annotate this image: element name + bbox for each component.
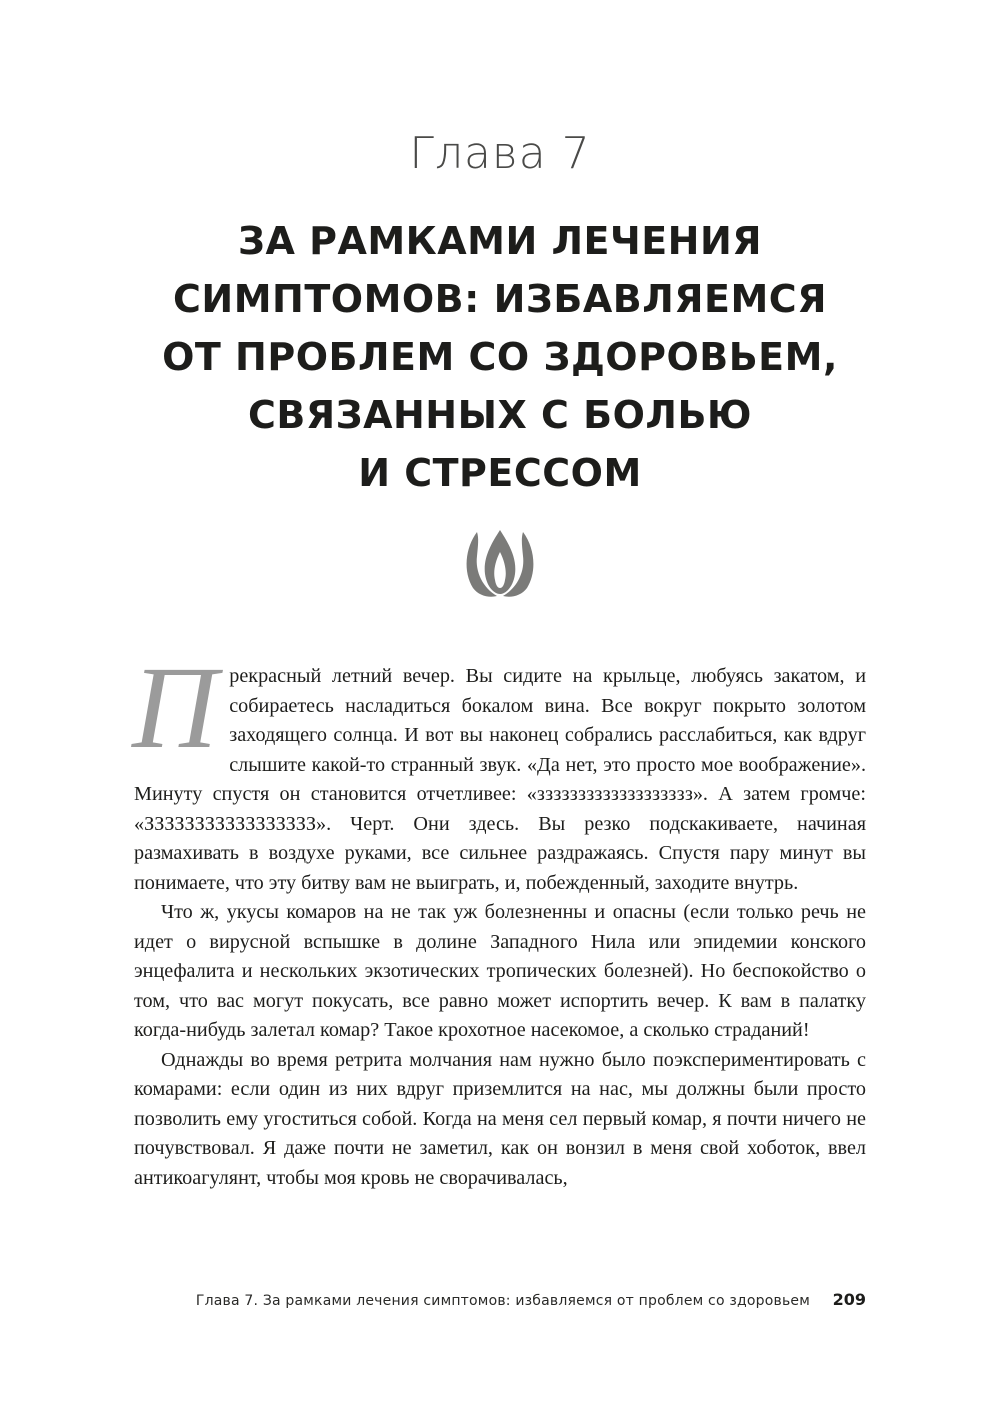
lotus-flame-icon [463,528,537,598]
paragraph: Однажды во время ретрита молчания нам нужно было поэкспериментировать с комарами: если один из них вдруг приземлится на нас, мы должны были просто позволить ему угоститься собой. Когда на меня сел первый комар, я почти ничего не почувствовал. Я даже почти не заметил, как он вонзил в меня свой хоботок, ввел антикоагулянт, чтобы моя кровь не сворачивалась, [134,1048,866,1189]
page-number: 209 [832,1290,866,1309]
paragraph: Что ж, укусы комаров на не так уж болезненны и опасны (если только речь не идет о вирусной вспышке в долине Западного Нила или эпидемии конского энцефалита и нескольких экзотических тропических болезней). Но беспокойство о том, что вас могут покусать, все равно может испортить вечер. К вам в палатку когда-нибудь залетал комар? Такое крохотное насекомое, а сколько страданий! [134,901,866,1041]
paragraph [132,642,866,898]
body-text [132,642,866,1193]
chapter-title-line: ЗА РАМКАМИ ЛЕЧЕНИЯ [237,219,763,263]
chapter-title-line: СВЯЗАННЫХ С БОЛЬЮ [247,393,753,437]
chapter-title [100,212,900,502]
chapter-title-line: И СТРЕССОМ [358,451,642,495]
chapter-title-line: ОТ ПРОБЛЕМ СО ЗДОРОВЬЕМ, [162,335,838,379]
paragraph-text: рекрасный летний вечер. Вы сидите на крыльце, любуясь закатом, и собираетесь насладиться бокалом вина. Все вокруг покрыто золотом заходящего солнца. И вот вы наконец собрались расслабиться, как вдруг слышите какой-то странный звук. «Да нет, это просто мое воображение». Минуту спустя он становится отчетливее: «ззззззззззззззззззз». А затем громче: «ЗЗЗЗЗЗЗЗЗЗЗЗЗЗЗЗЗ». Черт. Они здесь. Вы резко подскакиваете, начиная размахивать в воздухе руками, все сильнее раздражаясь. Спустя пару минут вы понимаете, что эту битву вам не выиграть, и, побежденный, заходите внутрь. [134,665,866,894]
chapter-label: Глава 7 [409,128,591,179]
chapter-title-line: СИМПТОМОВ: ИЗБАВЛЯЕМСЯ [173,277,827,321]
drop-cap: П [132,642,218,773]
running-footer: Глава 7. За рамками лечения симптомов: избавляемся от проблем со здоровьем [195,1293,810,1309]
